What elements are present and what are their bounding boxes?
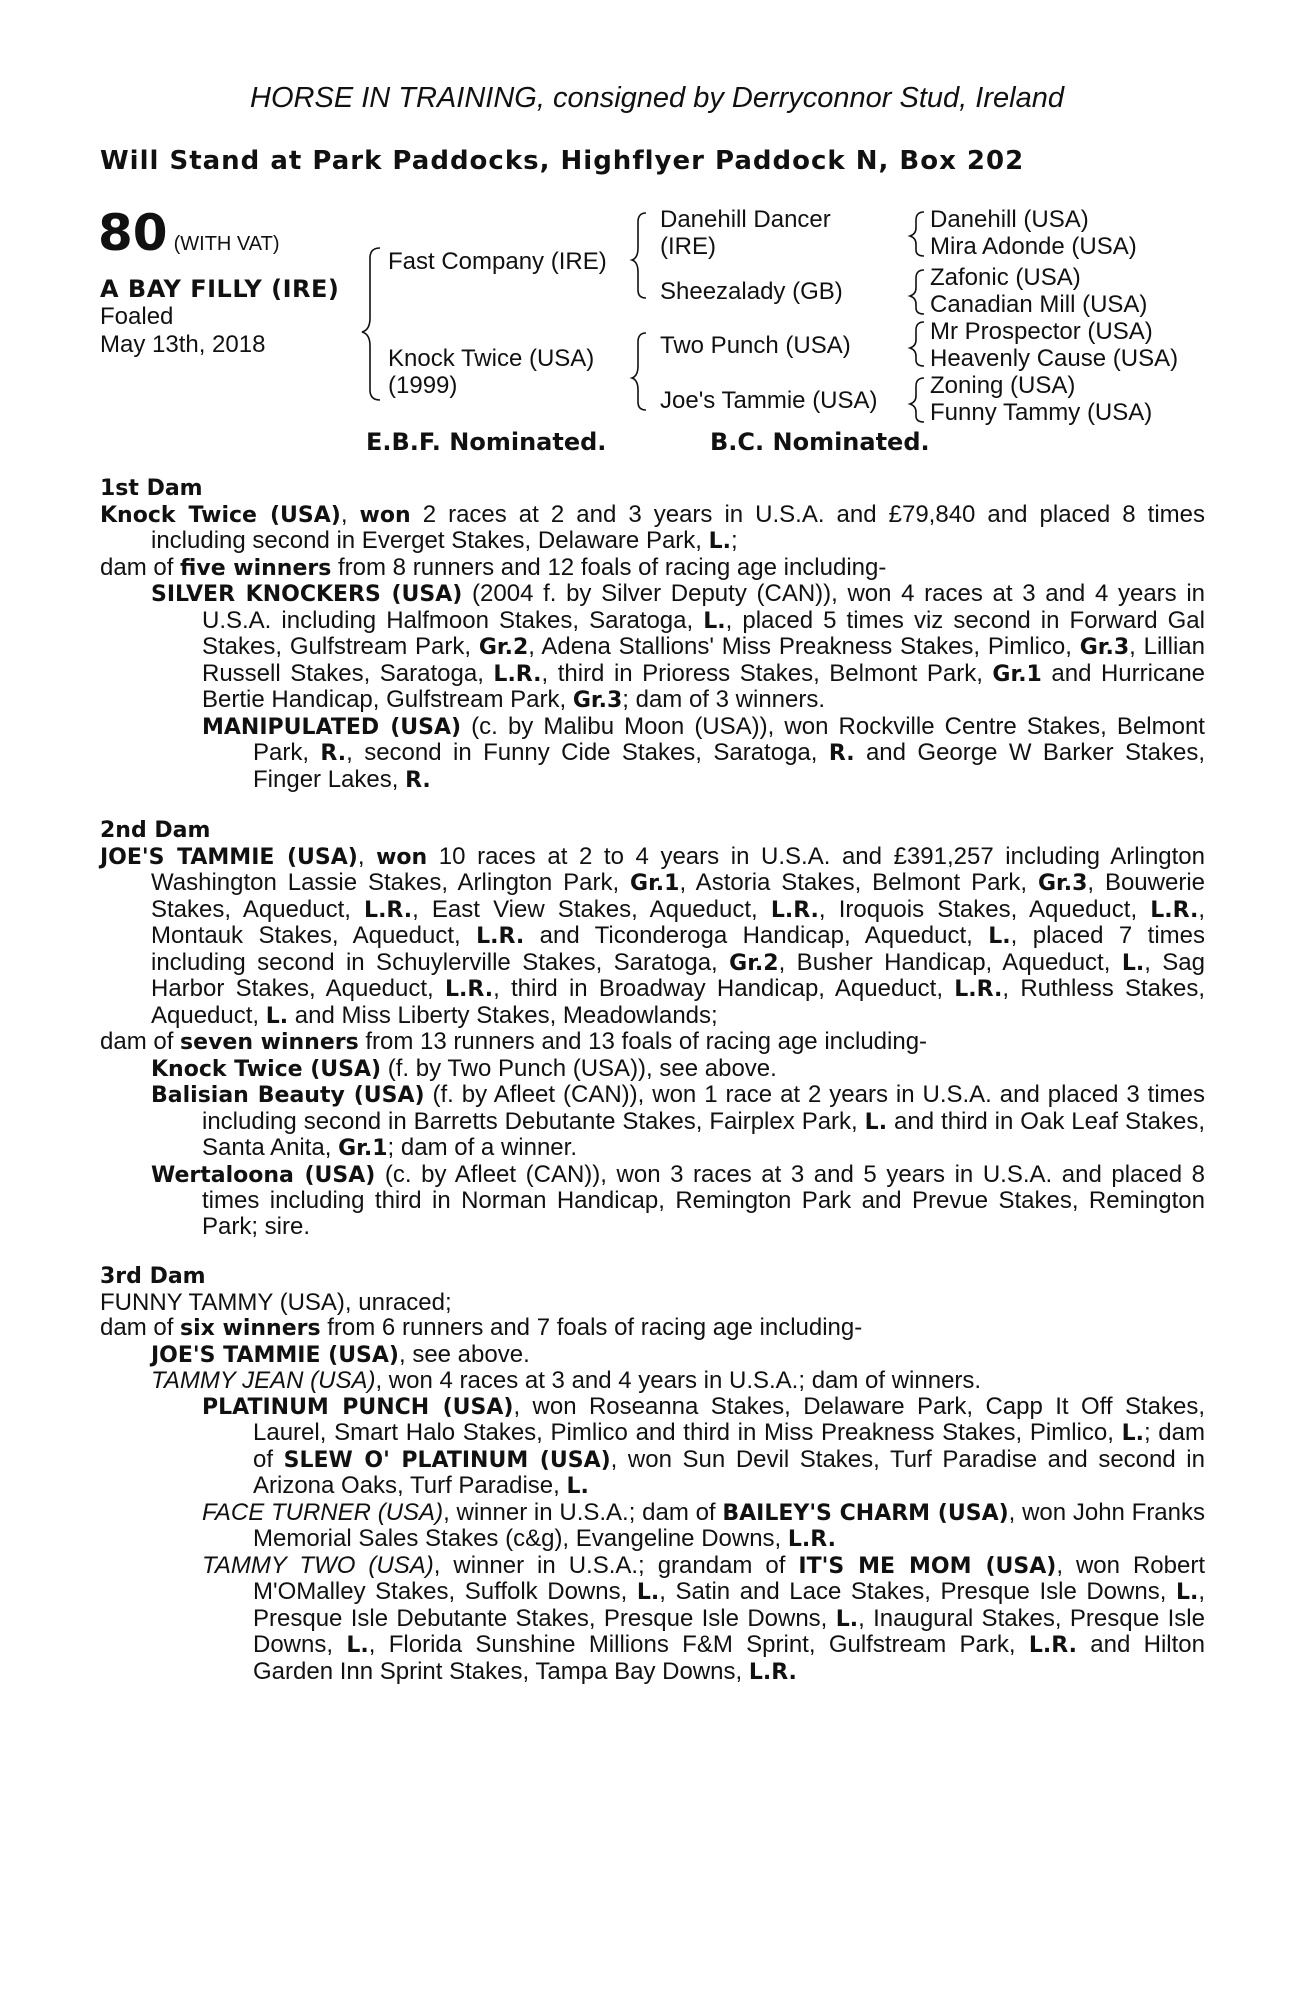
stand-location: Will Stand at Park Paddocks, Highflyer Paddock N, Box 202 bbox=[100, 146, 1025, 176]
pedigree-g3-2: Mira Adonde (USA) bbox=[930, 233, 1137, 260]
produce-entry bbox=[100, 1082, 1205, 1162]
record-text: , East View Stakes, Aqueduct, bbox=[412, 895, 771, 923]
horse-name: TAMMY JEAN (USA) bbox=[151, 1367, 376, 1394]
record-text: , Presque Isle Debutante Stakes, Presque Isle Downs, bbox=[253, 1578, 1205, 1632]
record-text: (f. by Afleet (CAN)), won 1 race at 2 years in U.S.A. and placed 3 times including second in Barretts Debutante Stakes, Fairplex Park, bbox=[202, 1081, 1205, 1135]
grade-mark: L.R. bbox=[1150, 897, 1199, 923]
pedigree-brackets bbox=[0, 0, 1314, 460]
record-text: , won Robert M'OMalley Stakes, Suffolk Downs, bbox=[253, 1551, 1206, 1605]
section-gap bbox=[100, 1239, 1205, 1264]
grade-mark: Gr.1 bbox=[630, 871, 680, 896]
won-label: won bbox=[376, 844, 428, 870]
record-text: dam of bbox=[100, 553, 181, 581]
grade-mark: Gr.1 bbox=[338, 1136, 388, 1161]
record-text: from 13 runners and 13 foals of racing age including- bbox=[358, 1028, 928, 1055]
record-text: , Busher Handicap, Aqueduct, bbox=[778, 948, 1122, 976]
record-text: and Ticonderoga Handicap, Aqueduct, bbox=[524, 922, 989, 949]
grade-mark: R. bbox=[320, 741, 347, 766]
record-text: , Inaugural Stakes, Presque Isle Downs, bbox=[253, 1604, 1205, 1658]
record-text: 2 races at 2 and 3 years in U.S.A. and £79,840 and placed 8 times including second in Everget Stakes, Delaware Park, bbox=[151, 500, 1206, 554]
produce-entry bbox=[100, 1394, 1205, 1500]
record-text: , winner in U.S.A.; dam of bbox=[443, 1498, 723, 1526]
record-text: , Adena Stallions' Miss Preakness Stakes, Pimlico, bbox=[528, 633, 1080, 660]
ebf-nominated: E.B.F. Nominated. bbox=[366, 428, 607, 456]
record-text: (2004 f. by Silver Deputy (CAN)), won 4 races at 3 and 4 years in U.S.A. including Halfmoon Stakes, Saratoga, bbox=[202, 580, 1205, 634]
bc-nominated: B.C. Nominated. bbox=[710, 428, 930, 456]
record-text: and George W Barker Stakes, Finger Lakes, bbox=[253, 739, 1206, 793]
record-text: from 6 runners and 7 foals of racing age including- bbox=[320, 1314, 863, 1341]
third-dam-record: FUNNY TAMMY (USA), unraced; bbox=[100, 1288, 452, 1316]
grade-mark: L. bbox=[1121, 1421, 1144, 1446]
third-dam-heading: 3rd Dam bbox=[100, 1264, 206, 1289]
horse-name: PLATINUM PUNCH (USA) bbox=[202, 1394, 514, 1420]
record-text: , Bouwerie Stakes, Aqueduct, bbox=[151, 869, 1205, 923]
horse-name: Balisian Beauty (USA) bbox=[151, 1083, 425, 1108]
record-text: dam of bbox=[100, 1314, 181, 1341]
horse-name: MANIPULATED (USA) bbox=[202, 714, 462, 740]
produce-entry bbox=[100, 1553, 1205, 1686]
winners-count: seven winners bbox=[180, 1030, 359, 1055]
record-text: ; dam of 3 winners. bbox=[622, 686, 826, 713]
first-dam-produce bbox=[100, 555, 1205, 582]
pedigree-g3-4: Canadian Mill (USA) bbox=[930, 291, 1148, 318]
grade-mark: L.R. bbox=[444, 977, 494, 1002]
pedigree-dam-year: (1999) bbox=[388, 372, 458, 399]
produce-entry bbox=[100, 1162, 1205, 1240]
record-text: , third in Prioress Stakes, Belmont Park, bbox=[541, 659, 993, 687]
second-dam-produce bbox=[100, 1029, 1205, 1056]
grade-mark: L. bbox=[265, 1003, 289, 1029]
grade-mark: R. bbox=[828, 741, 855, 766]
record-text: , won Sun Devil Stakes, Turf Paradise and second in Arizona Oaks, Turf Paradise, bbox=[253, 1445, 1205, 1499]
record-text: from 8 runners and 12 foals of racing age including- bbox=[331, 553, 887, 581]
grade-mark: Gr.3 bbox=[1037, 871, 1088, 896]
page-heading: HORSE IN TRAINING, consigned by Derryconnor Stud, Ireland bbox=[250, 82, 1064, 114]
section-gap bbox=[100, 793, 1205, 818]
record-text: (f. by Two Punch (USA)), see above. bbox=[381, 1054, 777, 1082]
record-text: , placed 7 times including second in Schuylerville Stakes, Saratoga, bbox=[151, 922, 1205, 976]
grade-mark: Gr.3 bbox=[572, 688, 623, 713]
record-text: , won John Franks Memorial Sales Stakes (c&g), Evangeline Downs, bbox=[253, 1498, 1206, 1552]
foaled-label: Foaled bbox=[100, 303, 174, 330]
record-text: , Montauk Stakes, Aqueduct, bbox=[151, 895, 1205, 949]
produce-entry bbox=[100, 1500, 1205, 1553]
pedigree-sire-sire bbox=[660, 206, 831, 260]
pedigree-dam-dam: Joe's Tammie (USA) bbox=[660, 387, 878, 414]
grade-mark: L. bbox=[988, 924, 1011, 949]
horse-name: FACE TURNER (USA) bbox=[202, 1498, 444, 1526]
grade-mark: L. bbox=[703, 608, 726, 634]
horse-name: JOE'S TAMMIE (USA) bbox=[100, 844, 358, 870]
record-text: , Iroquois Stakes, Aqueduct, bbox=[818, 895, 1151, 923]
horse-name: Wertaloona (USA) bbox=[151, 1162, 376, 1188]
second-dam-record: JOE'S TAMMIE (USA), won 10 races at 2 to 4 years in U.S.A. and £391,257 including Arlington Washington Lassie Stakes, Arlington Park, Gr.1, Astoria Stakes, Belmont Park, Gr.3, Bouwerie Stakes, Aqueduct, L.R., East View Stakes, Aqueduct, L.R., Iroquois Stakes, Aqueduct, L.R., Montauk Stakes, Aqueduct, L.R. and Ticonderoga Handicap, Aqueduct, L., placed 7 times including second in Schuylerville Stakes, Saratoga, Gr.2, Busher Handicap, Aqueduct, L., Sag Harbor Stakes, Aqueduct, L.R., third in Broadway Handicap, Aqueduct, L.R., Ruthless Stakes, Aqueduct, L. and Miss Liberty Stakes, Meadowlands; bbox=[100, 842, 1206, 1029]
produce-entry bbox=[100, 1342, 1205, 1369]
grade-mark: L. bbox=[1175, 1580, 1199, 1605]
grade-mark: Gr.1 bbox=[992, 661, 1042, 687]
horse-name: TAMMY TWO (USA) bbox=[202, 1551, 434, 1579]
horse-name: BAILEY'S CHARM (USA) bbox=[722, 1500, 1009, 1526]
grade-mark: L.R. bbox=[493, 661, 542, 687]
pedigree-g3-1: Danehill (USA) bbox=[930, 206, 1089, 233]
grade-mark: L.R. bbox=[954, 977, 1003, 1002]
record-text: ; dam of bbox=[253, 1419, 1205, 1473]
record-text: , see above. bbox=[398, 1340, 530, 1368]
grade-mark: L. bbox=[835, 1606, 859, 1632]
grade-mark: L.R. bbox=[787, 1527, 836, 1552]
vat-note: (WITH VAT) bbox=[173, 233, 280, 255]
record-text: , won 4 races at 3 and 4 years in U.S.A.; dam of winners. bbox=[375, 1367, 982, 1394]
record-text: and Miss Liberty Stakes, Meadowlands; bbox=[288, 1001, 718, 1029]
record-text: , third in Broadway Handicap, Aqueduct, bbox=[493, 975, 955, 1002]
record-text: dam of bbox=[100, 1028, 181, 1055]
pedigree-sire-sire-country: (IRE) bbox=[660, 233, 716, 260]
grade-mark: L.R. bbox=[1028, 1633, 1077, 1658]
record-text: (c. by Afleet (CAN)), won 3 races at 3 and 5 years in U.S.A. and placed 8 times including third in Norman Handicap, Remington Park and Prevue Stakes, Remington Park; sire. bbox=[202, 1160, 1206, 1240]
grade-mark: Gr.2 bbox=[729, 950, 779, 976]
pedigree-g3-6: Heavenly Cause (USA) bbox=[930, 345, 1179, 372]
grade-mark: Gr.3 bbox=[1079, 635, 1130, 660]
produce-entry bbox=[100, 1056, 1205, 1083]
winners-count: six winners bbox=[180, 1316, 321, 1341]
horse-name: SILVER KNOCKERS (USA) bbox=[151, 582, 463, 607]
record-text: , Lillian Russell Stakes, Saratoga, bbox=[202, 633, 1205, 687]
record-text: and Hurricane Bertie Handicap, Gulfstream Park, bbox=[202, 659, 1206, 713]
grade-mark: R. bbox=[405, 767, 431, 793]
first-dam-heading: 1st Dam bbox=[100, 476, 203, 501]
horse-name: IT'S ME MOM (USA) bbox=[798, 1553, 1057, 1579]
pedigree-g3-5: Mr Prospector (USA) bbox=[930, 318, 1153, 345]
record-text: and Hilton Garden Inn Sprint Stakes, Tampa Bay Downs, bbox=[253, 1631, 1205, 1685]
third-dam-produce bbox=[100, 1315, 1205, 1342]
grade-mark: L. bbox=[1121, 950, 1145, 976]
grade-mark: L. bbox=[708, 529, 732, 554]
pedigree-g3-7: Zoning (USA) bbox=[930, 372, 1076, 399]
pedigree-g3-3: Zafonic (USA) bbox=[930, 264, 1081, 291]
grade-mark: Gr.2 bbox=[478, 635, 529, 660]
grade-mark: L. bbox=[636, 1580, 660, 1605]
won-label: won bbox=[359, 502, 411, 528]
produce-entry bbox=[100, 581, 1205, 714]
record-text: ; bbox=[731, 527, 738, 554]
pedigree-sire-dam: Sheezalady (GB) bbox=[660, 278, 843, 305]
winners-count: five winners bbox=[180, 555, 332, 581]
record-text: and third in Oak Leaf Stakes, Santa Anita, bbox=[202, 1107, 1205, 1161]
record-text: , second in Funny Cide Stakes, Saratoga, bbox=[346, 739, 829, 766]
produce-entry bbox=[100, 1368, 1205, 1394]
second-dam-heading: 2nd Dam bbox=[100, 818, 211, 843]
produce-entry bbox=[100, 714, 1205, 794]
pedigree-dam-sire: Two Punch (USA) bbox=[660, 332, 851, 359]
grade-mark: L. bbox=[566, 1474, 589, 1499]
horse-name: JOE'S TAMMIE (USA) bbox=[151, 1342, 399, 1368]
pedigree-sire-sire-name: Danehill Dancer bbox=[660, 206, 831, 233]
record-text: , Ruthless Stakes, Aqueduct, bbox=[151, 975, 1205, 1029]
horse-name: SLEW O' PLATINUM (USA) bbox=[283, 1447, 611, 1473]
first-dam-record: Knock Twice (USA), won 2 races at 2 and 3 years in U.S.A. and £79,840 and placed 8 times including second in Everget Stakes, Delaware Park, L.; bbox=[100, 500, 1206, 554]
pedigree-g3-8: Funny Tammy (USA) bbox=[930, 399, 1153, 426]
grade-mark: L.R. bbox=[476, 924, 525, 949]
dam-records bbox=[100, 476, 1205, 1685]
record-text: , Satin and Lace Stakes, Presque Isle Downs, bbox=[659, 1578, 1176, 1605]
horse-name: Knock Twice (USA) bbox=[100, 502, 341, 528]
horse-sex-colour: A BAY FILLY (IRE) bbox=[100, 275, 340, 303]
record-text: , Astoria Stakes, Belmont Park, bbox=[679, 869, 1038, 896]
pedigree-sire: Fast Company (IRE) bbox=[388, 248, 607, 275]
grade-mark: L. bbox=[346, 1633, 369, 1658]
record-text: , Florida Sunshine Millions F&M Sprint, Gulfstream Park, bbox=[368, 1631, 1029, 1658]
pedigree-dam bbox=[388, 345, 594, 399]
record-text: ; dam of a winner. bbox=[387, 1134, 577, 1161]
record-text: (c. by Malibu Moon (USA)), won Rockville Centre Stakes, Belmont Park, bbox=[253, 712, 1205, 766]
record-text: 10 races at 2 to 4 years in U.S.A. and £391,257 including Arlington Washington Lassie Stakes, Arlington Park, bbox=[151, 842, 1206, 896]
foaled-date: May 13th, 2018 bbox=[100, 331, 266, 358]
grade-mark: L.R. bbox=[364, 897, 413, 923]
pedigree-dam-name: Knock Twice (USA) bbox=[388, 345, 595, 372]
grade-mark: L. bbox=[864, 1109, 888, 1135]
lot-number: 80 bbox=[98, 204, 168, 262]
grade-mark: L.R. bbox=[748, 1659, 797, 1685]
grade-mark: L.R. bbox=[770, 897, 819, 923]
record-text: , won Roseanna Stakes, Delaware Park, Capp It Off Stakes, Laurel, Smart Halo Stakes, Pimlico and third in Miss Preakness Stakes, Pimlico, bbox=[253, 1392, 1205, 1446]
record-text: , placed 5 times viz second in Forward Gal Stakes, Gulfstream Park, bbox=[202, 606, 1205, 660]
record-text: , Sag Harbor Stakes, Aqueduct, bbox=[151, 948, 1205, 1002]
record-text: , winner in U.S.A.; grandam of bbox=[433, 1551, 799, 1579]
horse-name: Knock Twice (USA) bbox=[151, 1056, 382, 1082]
